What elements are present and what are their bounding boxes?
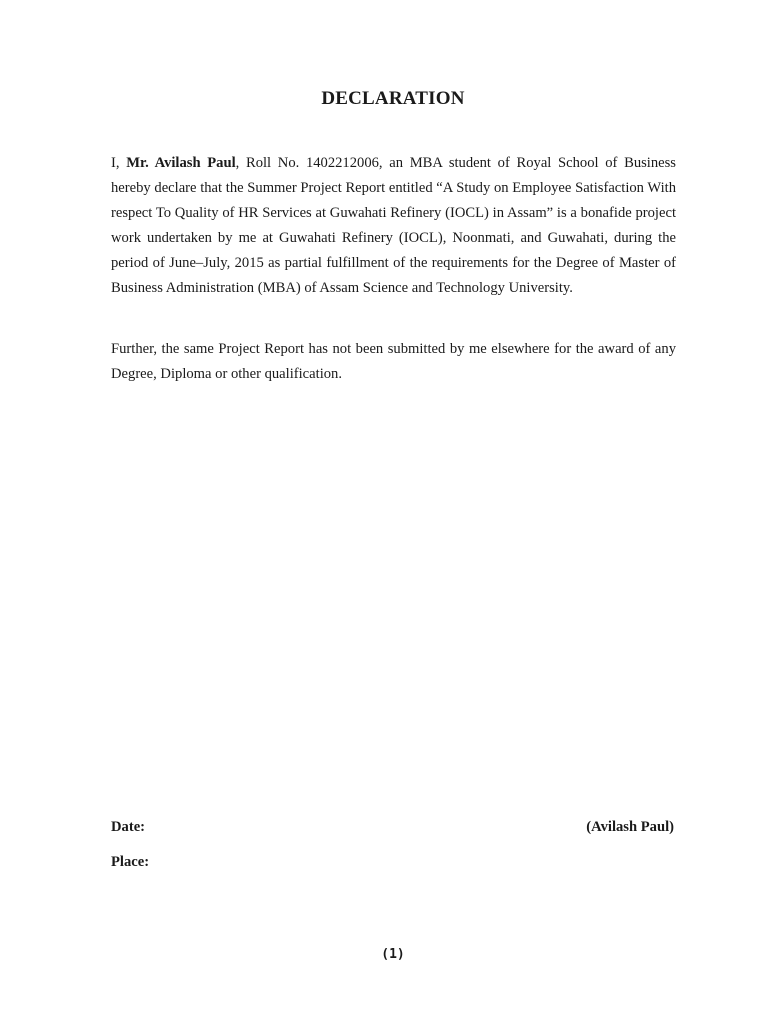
place-label: Place: bbox=[111, 854, 150, 870]
further-paragraph: Further, the same Project Report has not been submitted by me elsewhere for the award of any Degree, Diploma or other qualification. bbox=[111, 341, 676, 382]
page-number: (1) bbox=[381, 947, 405, 962]
date-label: Date: bbox=[111, 819, 146, 835]
signature-name: (Avilash Paul) bbox=[586, 819, 674, 835]
declaration-paragraph bbox=[111, 151, 676, 301]
paragraph-prefix: I, bbox=[111, 155, 127, 171]
page-title: DECLARATION bbox=[321, 88, 465, 109]
paragraph-body: , Roll No. 1402212006, an MBA student of Royal School of Business hereby declare that the Summer Project Report entitled “A Study on Employee Satisfaction With respect To Quality of HR Services at Guwahati Refinery (IOCL) in Assam” is a bonafide project work undertaken by me at Guwahati Refinery (IOCL), Noonmati, and Guwahati, during the period of June–July, 2015 as partial fulfillment of the requirements for the Degree of Master of Business Administration (MBA) of Assam Science and Technology University. bbox=[111, 155, 676, 296]
student-name: Mr. Avilash Paul bbox=[126, 155, 236, 171]
